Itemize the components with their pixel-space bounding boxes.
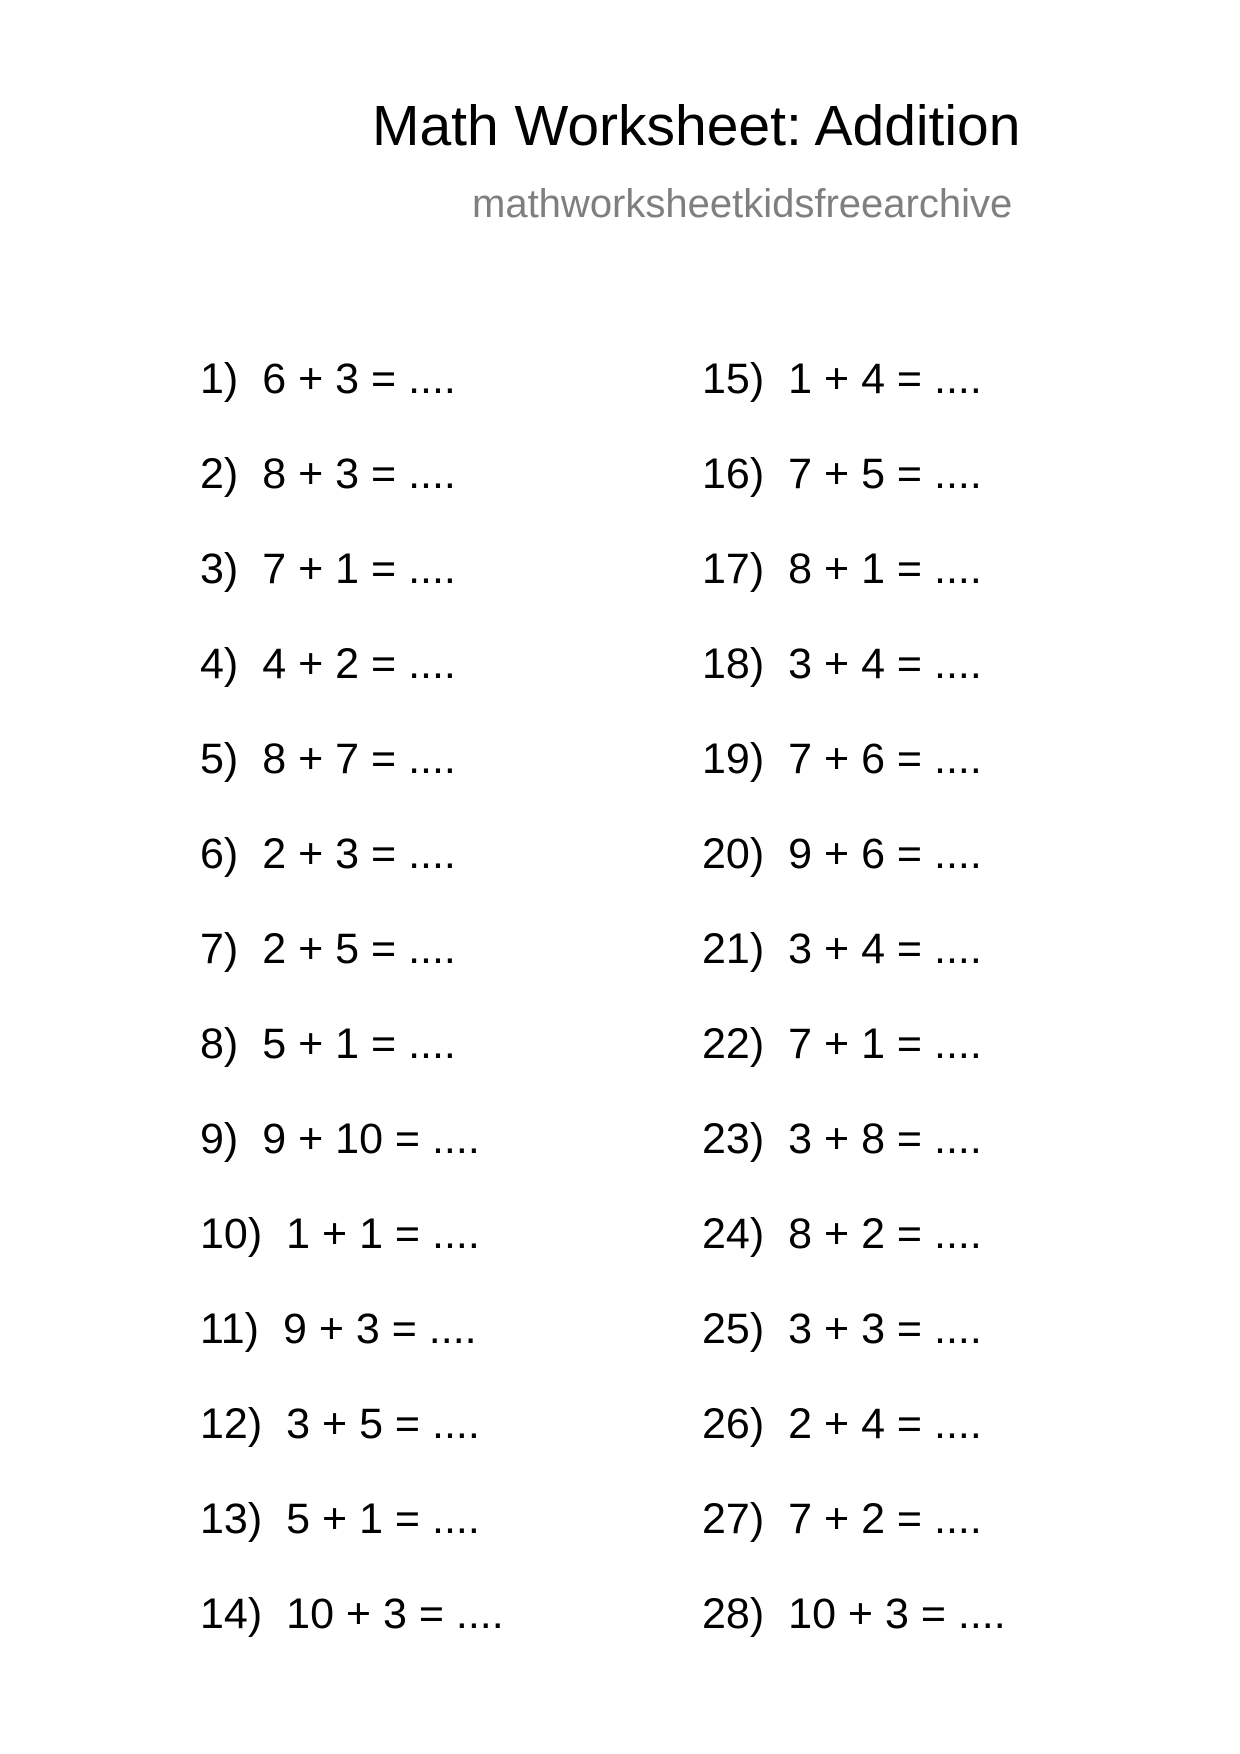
problem-expression: 7 + 2 = .... (788, 1495, 982, 1543)
problem-expression: 3 + 4 = .... (788, 925, 982, 973)
problem-item (702, 1589, 1006, 1639)
problem-number: 25) (702, 1305, 765, 1353)
problem-number: 21) (702, 925, 765, 973)
problem-number: 10) (200, 1210, 263, 1258)
problem-number: 1) (200, 355, 239, 403)
problem-item (200, 354, 456, 404)
problem-item (200, 639, 456, 689)
problem-expression: 7 + 1 = .... (262, 545, 456, 593)
problem-number: 6) (200, 830, 239, 878)
problem-item (702, 639, 982, 689)
problem-expression: 7 + 6 = .... (788, 735, 982, 783)
problem-item (200, 544, 456, 594)
problem-expression: 5 + 1 = .... (262, 1020, 456, 1068)
problem-item (702, 1494, 982, 1544)
problem-item (200, 1019, 456, 1069)
problem-expression: 7 + 5 = .... (788, 450, 982, 498)
problem-number: 8) (200, 1020, 239, 1068)
problem-expression: 2 + 4 = .... (788, 1400, 982, 1448)
problem-expression: 7 + 1 = .... (788, 1020, 982, 1068)
problem-number: 7) (200, 925, 239, 973)
problem-number: 9) (200, 1115, 239, 1163)
problem-item (702, 1399, 982, 1449)
problem-number: 2) (200, 450, 239, 498)
problem-number: 16) (702, 450, 765, 498)
problem-expression: 8 + 2 = .... (788, 1210, 982, 1258)
problem-number: 14) (200, 1590, 263, 1638)
problem-number: 4) (200, 640, 239, 688)
problem-expression: 2 + 5 = .... (262, 925, 456, 973)
problem-expression: 9 + 10 = .... (262, 1115, 480, 1163)
problem-expression: 9 + 6 = .... (788, 830, 982, 878)
problem-item (702, 1019, 982, 1069)
problem-item (200, 1494, 480, 1544)
problem-number: 5) (200, 735, 239, 783)
problem-item (200, 1209, 480, 1259)
problem-item (200, 829, 456, 879)
page-subtitle: mathworksheetkidsfreearchive (472, 182, 1013, 226)
problem-item (200, 449, 456, 499)
problem-item (702, 829, 982, 879)
problem-expression: 2 + 3 = .... (262, 830, 456, 878)
problem-item (200, 1304, 477, 1354)
problem-number: 3) (200, 545, 239, 593)
problem-number: 27) (702, 1495, 765, 1543)
problem-number: 17) (702, 545, 765, 593)
problem-number: 15) (702, 355, 765, 403)
problem-number: 12) (200, 1400, 263, 1448)
problem-item (200, 1589, 504, 1639)
problem-expression: 3 + 3 = .... (788, 1305, 982, 1353)
problem-expression: 10 + 3 = .... (286, 1590, 504, 1638)
problem-item (702, 924, 982, 974)
problem-expression: 8 + 7 = .... (262, 735, 456, 783)
problem-expression: 3 + 8 = .... (788, 1115, 982, 1163)
problem-number: 23) (702, 1115, 765, 1163)
problem-number: 18) (702, 640, 765, 688)
problem-number: 22) (702, 1020, 765, 1068)
problem-item (200, 1114, 480, 1164)
problem-item (200, 924, 456, 974)
problem-number: 11) (200, 1305, 259, 1353)
problem-number: 26) (702, 1400, 765, 1448)
problem-number: 20) (702, 830, 765, 878)
problem-item (702, 1209, 982, 1259)
problem-expression: 1 + 1 = .... (286, 1210, 480, 1258)
problem-number: 24) (702, 1210, 765, 1258)
problem-expression: 3 + 5 = .... (286, 1400, 480, 1448)
problem-number: 28) (702, 1590, 765, 1638)
problem-item (702, 1114, 982, 1164)
problem-item (702, 449, 982, 499)
problem-item (200, 1399, 480, 1449)
problem-expression: 9 + 3 = .... (282, 1305, 477, 1353)
problem-expression: 8 + 3 = .... (262, 450, 456, 498)
problem-number: 19) (702, 735, 765, 783)
problem-item (702, 734, 982, 784)
problem-item (702, 354, 982, 404)
problem-expression: 6 + 3 = .... (262, 355, 456, 403)
problem-item (702, 544, 982, 594)
problem-item (200, 734, 456, 784)
problem-expression: 1 + 4 = .... (788, 355, 982, 403)
problem-expression: 3 + 4 = .... (788, 640, 982, 688)
problem-expression: 8 + 1 = .... (788, 545, 982, 593)
problem-item (702, 1304, 982, 1354)
problem-expression: 5 + 1 = .... (286, 1495, 480, 1543)
problem-expression: 4 + 2 = .... (262, 640, 456, 688)
problem-number: 13) (200, 1495, 263, 1543)
page-title: Math Worksheet: Addition (372, 94, 1021, 158)
problem-expression: 10 + 3 = .... (788, 1590, 1006, 1638)
